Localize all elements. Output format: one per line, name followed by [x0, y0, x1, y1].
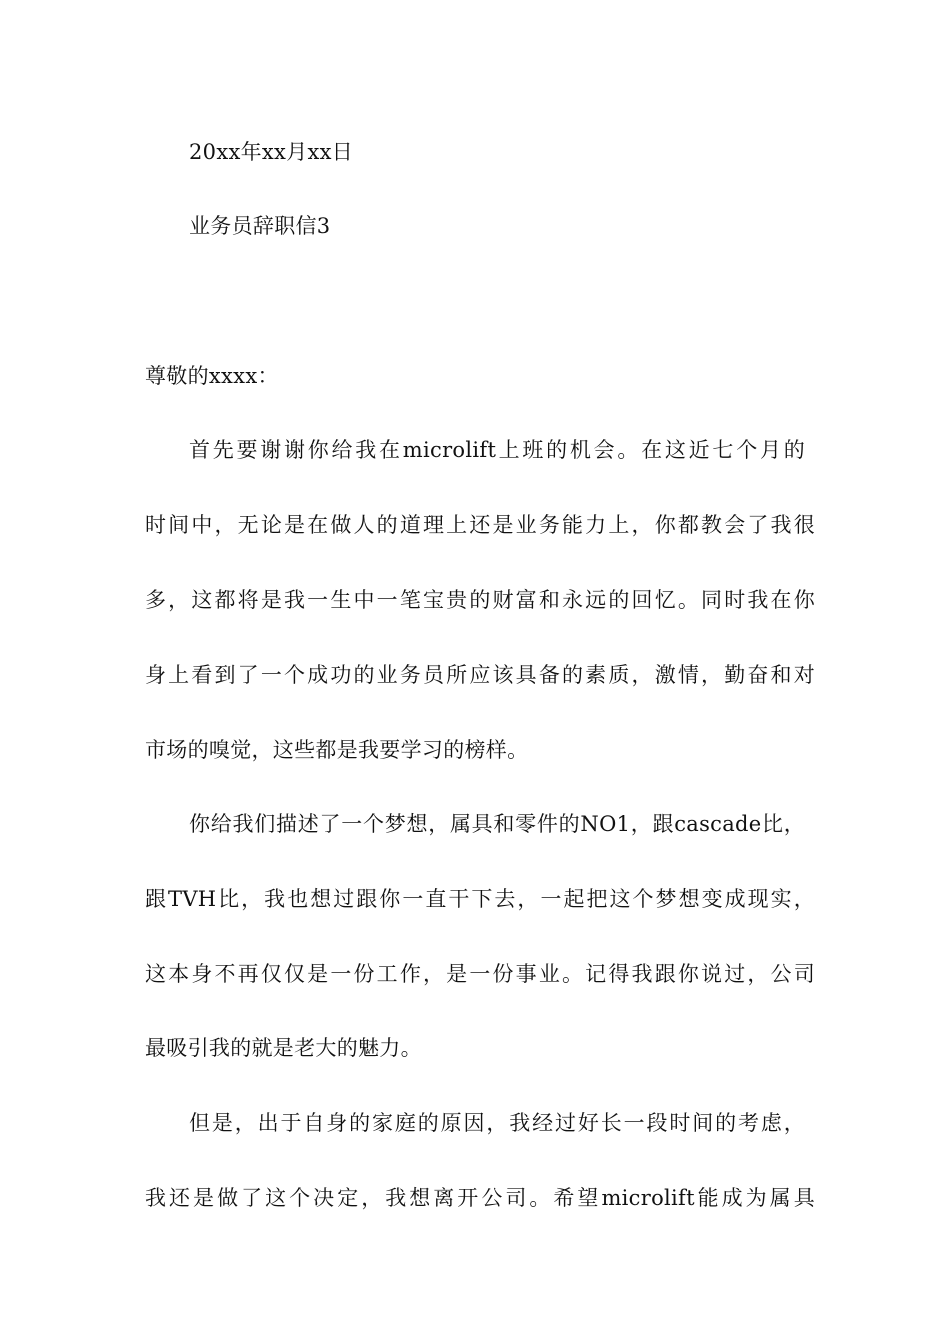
paragraph-line: 时间中，无论是在做人的道理上还是业务能力上，你都教会了我很: [145, 513, 815, 537]
paragraph-line: 跟TVH比，我也想过跟你一直干下去，一起把这个梦想变成现实，: [145, 887, 815, 911]
paragraph-line: 多，这都将是我一生中一笔宝贵的财富和永远的回忆。同时我在你: [145, 588, 815, 612]
section-title: 业务员辞职信3: [189, 214, 331, 238]
paragraph-line: 但是，出于自身的家庭的原因，我经过好长一段时间的考虑，: [189, 1111, 805, 1135]
paragraph-line: 这本身不再仅仅是一份工作，是一份事业。记得我跟你说过，公司: [145, 962, 815, 986]
date-line: 20xx年xx月xx日: [189, 140, 354, 164]
paragraph-line: 首先要谢谢你给我在microlift上班的机会。在这近七个月的: [189, 438, 805, 462]
paragraph-line: 你给我们描述了一个梦想，属具和零件的NO1，跟cascade比，: [189, 812, 805, 836]
salutation: 尊敬的xxxx：: [145, 364, 279, 388]
paragraph-line: 最吸引我的就是老大的魅力。: [145, 1036, 422, 1060]
paragraph-line: 市场的嗅觉，这些都是我要学习的榜样。: [145, 738, 529, 762]
paragraph-line: 我还是做了这个决定，我想离开公司。希望microlift能成为属具: [145, 1186, 815, 1210]
paragraph-line: 身上看到了一个成功的业务员所应该具备的素质，激情，勤奋和对: [145, 663, 815, 687]
